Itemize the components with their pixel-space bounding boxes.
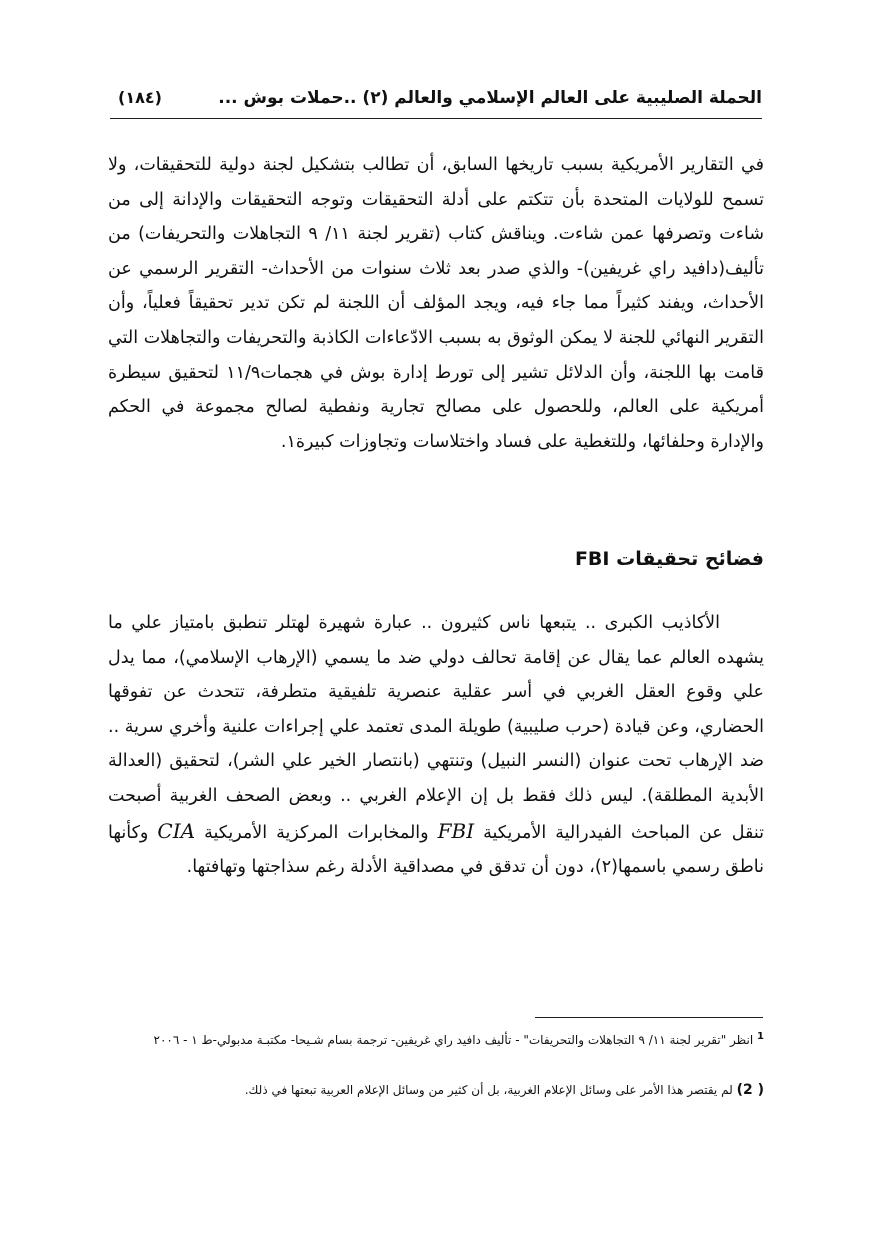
page-number: (١٨٤): [118, 88, 162, 107]
page-header: [110, 88, 762, 119]
paragraph-2: [108, 606, 764, 885]
footnote-1-mark: 1: [757, 1031, 764, 1042]
fbi-term: FBI: [437, 818, 475, 843]
footnote-1-text: انظر "تقرير لجنة ١١/ ٩ التجاهلات والتحريفات" - تأليف دافيد راي غريفين- ترجمة بسام شـيحا- مكتبـة مدبولي-ط ١ - ٢٠٠٦: [153, 1033, 754, 1047]
footnote-1: [130, 1026, 764, 1051]
footnote-2-mark: ( 2): [736, 1082, 764, 1098]
section-heading: فضائح تحقيقات FBI: [574, 548, 764, 570]
paragraph-2-part-3: وكأنها ناطق رسمي باسمها(٢)، دون أن تدقق في مصداقية الأدلة رغم سذاجتها وتهافتها.: [108, 822, 764, 878]
footnote-2-text: لم يقتصر هذا الأمر على وسائل الإعلام الغربية، بل أن كثير من وسائل الإعلام العربية تبعتها في ذلك.: [244, 1083, 733, 1097]
paragraph-2-part-1: الأكاذيب الكبرى .. يتبعها ناس كثيرون .. عبارة شهيرة لهتلر تنطبق بامتياز علي ما يشهده العالم عما يقال عن إقامة تحالف دولي ضد ما يسمي (الإرهاب الإسلامي)، مما يدل علي وقوع العقل الغربي في أسر عقلية عنصرية تلفيقية متطرفة، تتحدث عن تفوقها الحضاري، وعن قيادة (حرب صليبية) طويلة المدى تعتمد علي إجراءات علنية وأخري سرية .. ضد الإرهاب تحت عنوان (النسر النبيل) وتنتهي (بانتصار الخير علي الشر)، لتحقيق (العدالة الأبدية المطلقة). ليس ذلك فقط بل إن الإعلام الغربي .. وبعض الصحف الغربية أصبحت تنقل عن المباحث الفيدرالية الأمريكية: [108, 613, 764, 843]
footnote-2: [130, 1080, 764, 1101]
paragraph-1: في التقارير الأمريكية بسبب تاريخها السابق، أن تطالب بتشكيل لجنة دولية للتحقيقات، ولا تسمح للولايات المتحدة بأن تتكتم على أدلة التحقيقات وتوجه التحقيقات والإدانة إلى من شاءت وتصرفها عمن شاءت. ويناقش كتاب (تقرير لجنة ١١/ ٩ التجاهلات والتحريفات) من تأليف(دافيد راي غريفين)- والذي صدر بعد ثلاث سنوات من الأحداث- التقرير الرسمي عن الأحداث، ويفند كثيراً مما جاء فيه، ويجد المؤلف أن اللجنة لم تكن تدير تحقيقاً فعلياً، وأن التقرير النهائي للجنة لا يمكن الوثوق به بسبب الادّعاءات الكاذبة والتحريفات والتجاهلات التي قامت بها اللجنة، وأن الدلائل تشير إلى تورط إدارة بوش في هجمات١١/٩ لتحقيق سيطرة أمريكية على العالم، وللحصول على مصالح تجارية ونفطية لصالح مجموعة في الحكم والإدارة وحلفائها، وللتغطية على فساد واختلاسات وتجاوزات كبيرة١.: [108, 155, 765, 452]
cia-term: CIA: [157, 818, 196, 843]
header-title: الحملة الصليبية على العالم الإسلامي والعالم (٢) ..حملات بوش ...: [218, 88, 762, 108]
paragraph-2-part-2: والمخابرات المركزية الأمريكية: [204, 822, 429, 843]
footnote-separator: [535, 1017, 763, 1018]
